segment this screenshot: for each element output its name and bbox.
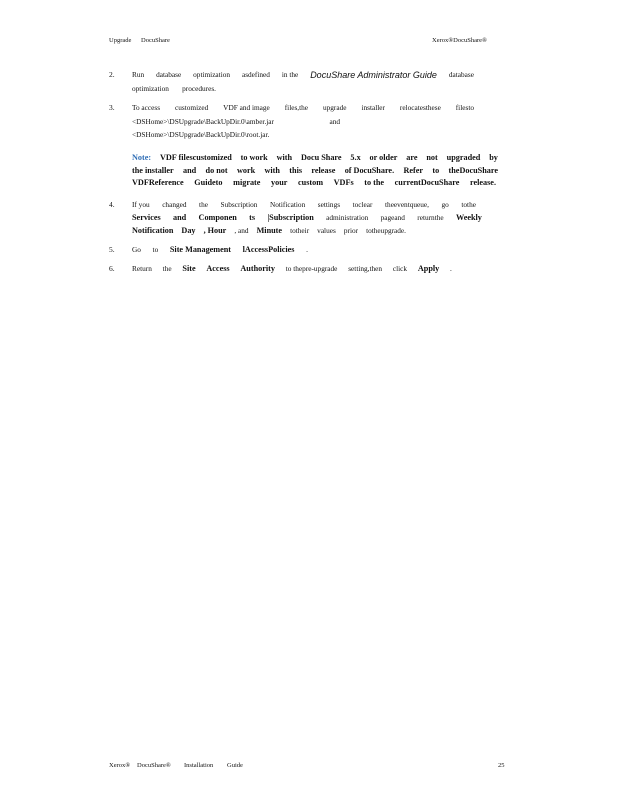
file-path: <DSHome>\DSUpgrade\BackUpDir.0\amber.jar xyxy=(132,117,274,126)
note-line: Note: VDF filescustomized to work with Docu Share 5.x or older are not upgraded by xyxy=(132,153,498,162)
header-docushare: DocuShare xyxy=(141,37,170,44)
guide-title: DocuShare Administrator Guide xyxy=(310,70,437,80)
step-line: Services and Componen ts |Subscription administration pageand returnthe Weekly xyxy=(132,213,482,222)
step-number: 2. xyxy=(109,70,115,79)
note-line: VDFReference Guideto migrate your custom VDFs to the currentDocuShare release. xyxy=(132,178,496,187)
step-line: If you changed the Subscription Notification settings toclear theeventqueue, go tothe xyxy=(132,200,476,209)
footer-docushare: DocuShare® xyxy=(137,762,171,769)
page-number: 25 xyxy=(498,762,505,769)
footer-xerox: Xerox® xyxy=(109,762,131,769)
step-number: 4. xyxy=(109,200,115,209)
note-line: the installer and do not work with this release of DocuShare. Refer to theDocuShare xyxy=(132,166,498,175)
step-line xyxy=(132,130,272,139)
step-line: <DSHome>\DSUpgrade\BackUpDir.0\amber.jar and xyxy=(132,117,340,126)
step-line: To access customized VDF and image files,the upgrade installer relocatesthese filesto xyxy=(132,103,474,112)
step-number: 3. xyxy=(109,103,115,112)
step-line: Return the Site Access Authority to thepre-upgrade setting,then click Apply . xyxy=(132,264,452,273)
step-number: 5. xyxy=(109,245,115,254)
note-label: Note: xyxy=(132,153,152,162)
step-number: 6. xyxy=(109,264,115,273)
step-line: Run database optimization asdefined in the DocuShare Administrator Guide database xyxy=(132,70,474,80)
page-footer xyxy=(0,762,618,772)
footer-installation: Installation xyxy=(184,762,214,769)
page-header xyxy=(0,37,618,47)
step-line: Go to Site Management lAccessPolicies . xyxy=(132,245,308,254)
step-line: optimization procedures. xyxy=(132,84,216,93)
footer-guide: Guide xyxy=(227,762,243,769)
header-upgrade: Upgrade xyxy=(109,37,132,44)
header-brand: Xerox®DocuShare® xyxy=(432,37,487,44)
step-line: Notification Day , Hour , and Minute totheir values prior totheupgrade. xyxy=(132,226,406,235)
file-path: <DSHome>\DSUpgrade\BackUpDir.0\root.jar. xyxy=(132,130,270,139)
